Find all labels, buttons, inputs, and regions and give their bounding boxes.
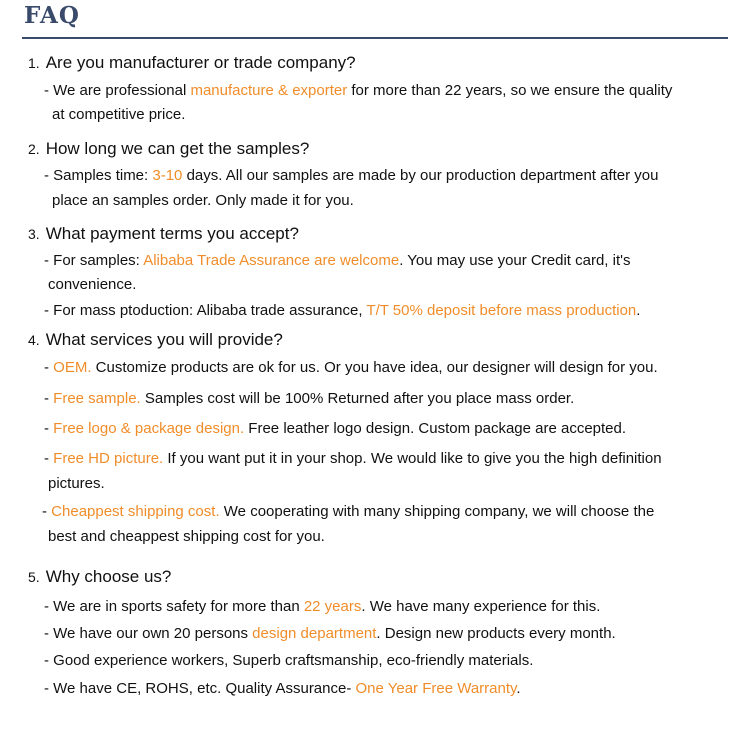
answer-text: Customize products are ok for us. Or you have idea, our designer will design for you.	[91, 359, 658, 376]
question-text: What payment terms you accept?	[45, 224, 299, 243]
faq-answer-3-2	[44, 302, 640, 320]
question-number: 5.	[28, 569, 40, 585]
answer-highlight: manufacture & exporter	[190, 82, 348, 99]
question-text: Why choose us?	[45, 567, 172, 586]
faq-question-2	[28, 140, 309, 158]
answer-highlight: Free logo & package design.	[53, 420, 245, 437]
answer-text: - We have CE, ROHS, etc. Quality Assurance-	[44, 680, 356, 697]
question-text: What services you will provide?	[45, 330, 283, 349]
faq-answer-5-4	[44, 680, 521, 698]
answer-highlight: 3-10	[152, 167, 183, 184]
answer-text: . Design new products every month.	[376, 625, 616, 642]
faq-answer-2-1	[44, 167, 659, 185]
question-number: 4.	[28, 332, 40, 348]
answer-text: Free leather logo design. Custom package are accepted.	[244, 420, 627, 437]
answer-text: .	[516, 680, 521, 697]
faq-answer-1-1	[44, 82, 672, 100]
answer-highlight: 22 years	[303, 598, 362, 615]
faq-question-3	[28, 225, 299, 243]
faq-question-5	[28, 568, 171, 586]
answer-text: - For samples:	[44, 252, 144, 269]
answer-highlight: Free sample.	[53, 390, 141, 407]
answer-text: days. All our samples are made by our production department after you	[182, 167, 659, 184]
faq-answer-4-1	[44, 359, 658, 377]
answer-highlight: Free HD picture.	[53, 450, 164, 467]
answer-text: - For mass ptoduction: Alibaba trade assurance,	[44, 302, 367, 319]
answer-text: -	[44, 420, 54, 437]
answer-text: - Samples time:	[44, 167, 153, 184]
answer-text: -	[44, 450, 54, 467]
answer-highlight: T/T 50% deposit before mass production	[366, 302, 637, 319]
answer-text: for more than 22 years, so we ensure the quality	[347, 82, 673, 99]
faq-answer-3-1-cont: convenience.	[48, 276, 137, 293]
faq-answer-4-5-cont: best and cheappest shipping cost for you.	[48, 528, 325, 545]
faq-answer-4-4	[44, 450, 662, 468]
answer-highlight: OEM.	[53, 359, 92, 376]
faq-answer-2-1-cont: place an samples order. Only made it for you.	[52, 192, 354, 209]
answer-highlight: Cheappest shipping cost.	[51, 503, 220, 520]
question-text: Are you manufacturer or trade company?	[45, 53, 356, 72]
faq-answer-5-1	[44, 598, 600, 616]
title-underline	[22, 37, 728, 39]
answer-text: - We are in sports safety for more than	[44, 598, 304, 615]
answer-highlight: One Year Free Warranty	[355, 680, 517, 697]
faq-answer-4-3	[44, 420, 626, 438]
faq-question-1	[28, 54, 356, 72]
answer-text: - We are professional	[44, 82, 191, 99]
question-number: 2.	[28, 141, 40, 157]
answer-text: . We have many experience for this.	[361, 598, 601, 615]
faq-answer-4-4-cont: pictures.	[48, 475, 105, 492]
answer-text: -	[44, 390, 54, 407]
answer-text: . You may use your Credit card, it's	[399, 252, 631, 269]
question-number: 3.	[28, 226, 40, 242]
faq-answer-1-1-cont: at competitive price.	[52, 106, 186, 123]
answer-text: - We have our own 20 persons	[44, 625, 253, 642]
answer-text: Samples cost will be 100% Returned after you place mass order.	[140, 390, 575, 407]
question-text: How long we can get the samples?	[45, 139, 310, 158]
faq-answer-4-5	[42, 503, 654, 521]
faq-question-4	[28, 331, 283, 349]
answer-text: -	[44, 359, 54, 376]
answer-text: We cooperating with many shipping company, we will choose the	[219, 503, 655, 520]
answer-highlight: design department	[252, 625, 377, 642]
faq-answer-5-3: - Good experience workers, Superb craftsmanship, eco-friendly materials.	[44, 652, 534, 669]
faq-answer-3-1	[44, 252, 631, 270]
answer-text: If you want put it in your shop. We would like to give you the high definition	[163, 450, 662, 467]
question-number: 1.	[28, 55, 40, 71]
answer-text: -	[42, 503, 52, 520]
faq-answer-5-2	[44, 625, 616, 643]
answer-text: .	[636, 302, 641, 319]
faq-answer-4-2	[44, 390, 574, 408]
page-title: FAQ	[24, 2, 80, 29]
answer-highlight: Alibaba Trade Assurance are welcome	[143, 252, 400, 269]
